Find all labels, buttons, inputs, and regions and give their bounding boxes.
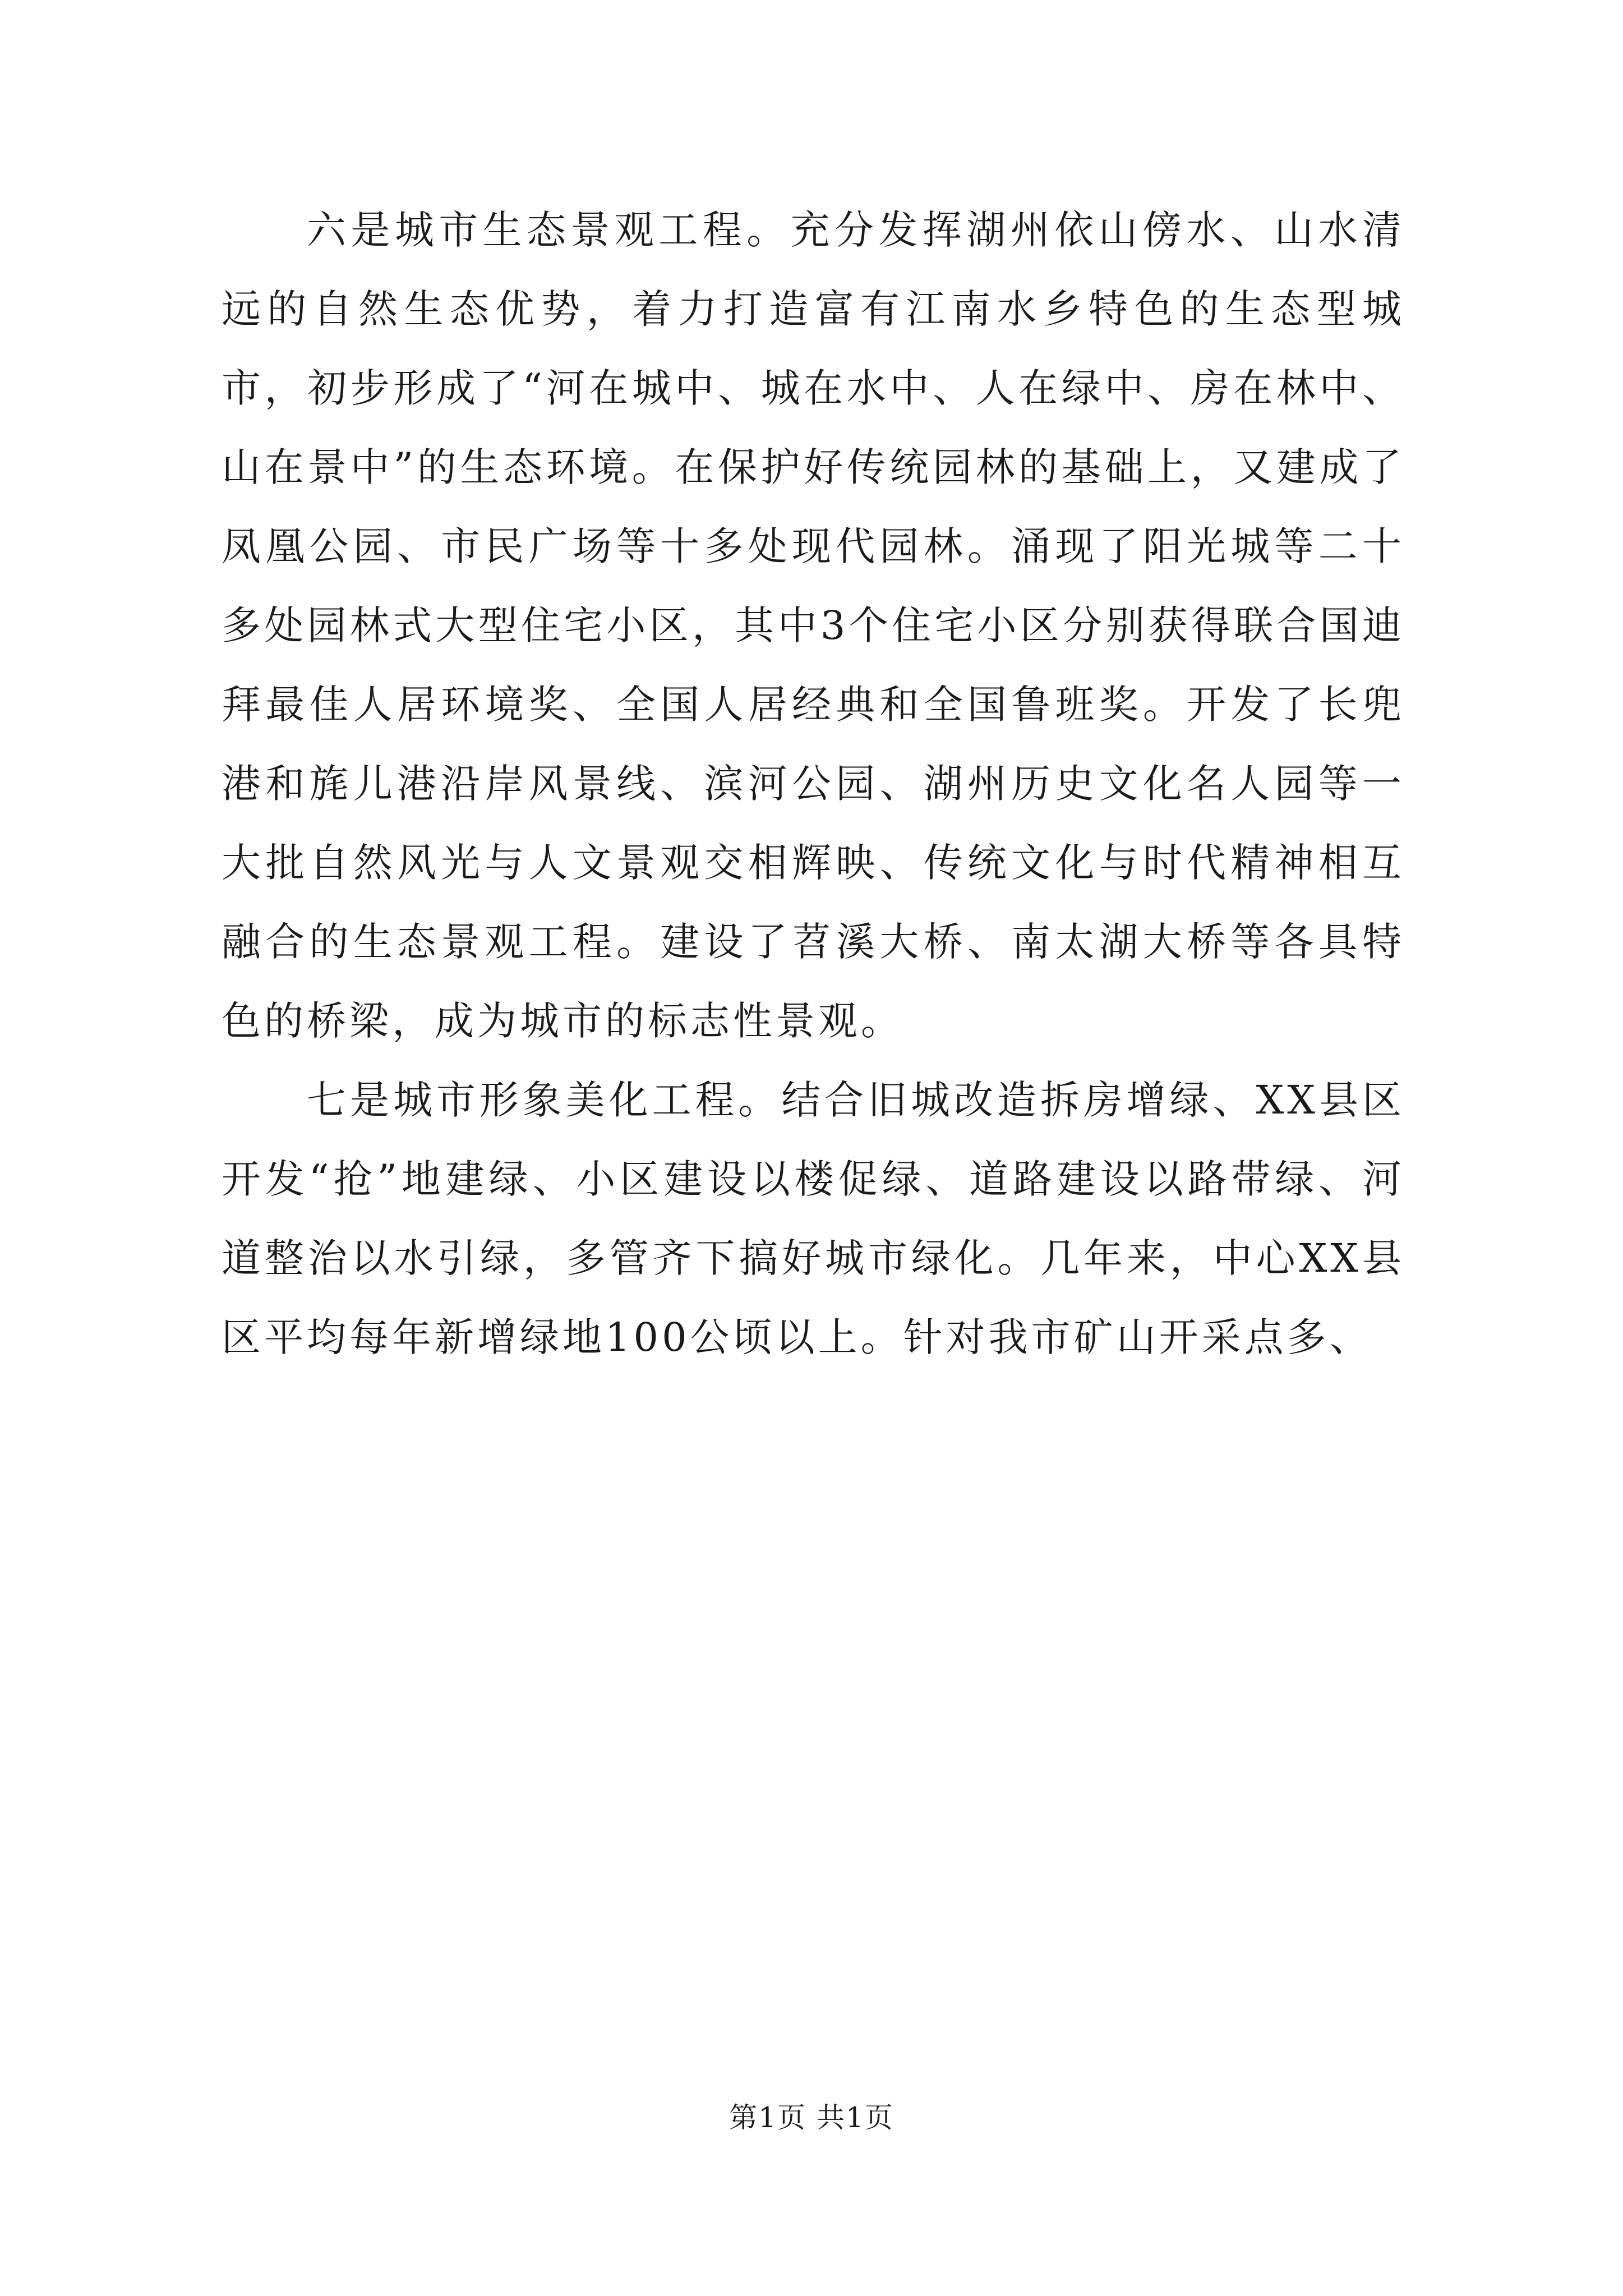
document-body <box>222 191 1405 1377</box>
paragraph-ecological-landscape: 六是城市生态景观工程。充分发挥湖州依山傍水、山水清远的自然生态优势，着力打造富有江南水乡特色的生态型城市，初步形成了“河在城中、城在水中、人在绿中、房在林中、山在景中”的生态环境。在保护好传统园林的基础上，又建成了凤凰公园、市民广场等十多处现代园林。涌现了阳光城等二十多处园林式大型住宅小区，其中3个住宅小区分别获得联合国迪拜最佳人居环境奖、全国人居经典和全国鲁班奖。开发了长兜港和旄儿港沿岸风景线、滨河公园、湖州历史文化名人园等一大批自然风光与人文景观交相辉映、传统文化与时代精神相互融合的生态景观工程。建设了苕溪大桥、南太湖大桥等各具特色的桥梁，成为城市的标志性景观。 <box>222 207 1405 1044</box>
paragraph-city-image: 七是城市形象美化工程。结合旧城改造拆房增绿、XX县区开发“抢”地建绿、小区建设以楼促绿、道路建设以路带绿、河道整治以水引绿，多管齐下搞好城市绿化。几年来，中心XX县区平均每年新增绿地100公顷以上。针对我市矿山开采点多、 <box>222 1077 1405 1360</box>
page-footer: 第1页 共1页 <box>729 2101 894 2134</box>
